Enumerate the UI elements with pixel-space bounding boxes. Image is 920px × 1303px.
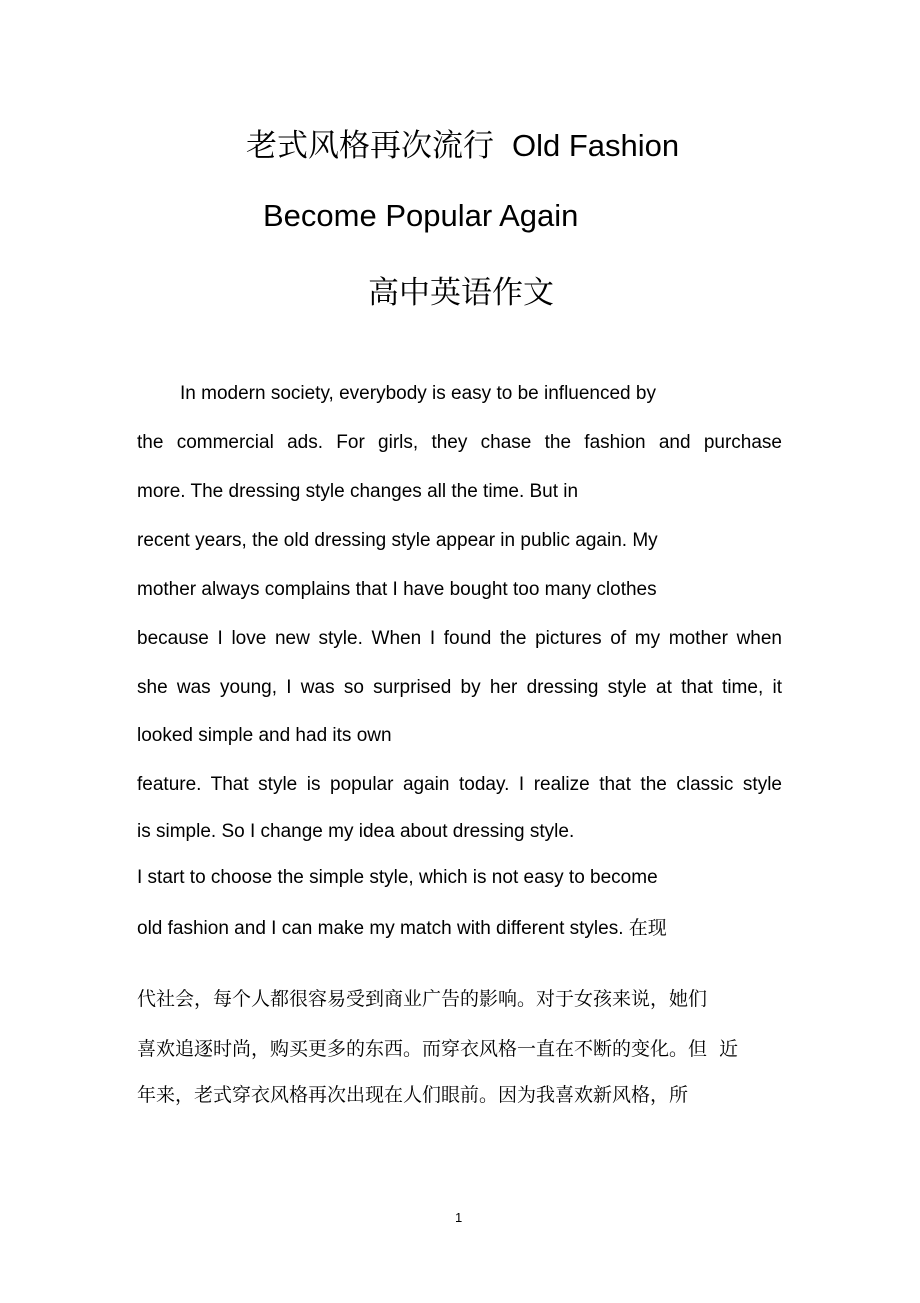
title-line-3: 高中英语作文 xyxy=(368,275,554,311)
translation-start: 在现 xyxy=(628,917,667,939)
translation-line-2: 喜欢追逐时尚，购买更多的东西。而穿衣风格一直在不断的变化。但 近 xyxy=(137,1038,739,1060)
essay-line-10: is simple. So I change my idea about dressing style. xyxy=(137,821,575,842)
essay-line-6: because I love new style. When I found the pictures of my mother when xyxy=(137,628,782,649)
essay-line-2: the commercial ads. For girls, they chase the fashion and purchase xyxy=(137,432,782,453)
essay-line-3: more. The dressing style changes all the time. But in xyxy=(137,481,579,502)
essay-line-11: I start to choose the simple style, which is not easy to become xyxy=(137,867,658,888)
title-english-part1: Old Fashion xyxy=(512,128,680,163)
essay-line-1: In modern society, everybody is easy to be influenced by xyxy=(180,383,656,404)
essay-line-7: she was young, I was so surprised by her dressing style at that time, it xyxy=(137,677,782,698)
essay-line-9: feature. That style is popular again today. I realize that the classic style xyxy=(137,774,782,795)
translation-line-3: 年来，老式穿衣风格再次出现在人们眼前。因为我喜欢新风格，所 xyxy=(137,1084,689,1106)
essay-line-12 xyxy=(137,916,667,941)
title-chinese: 老式风格再次流行 xyxy=(246,128,494,164)
essay-line-5: mother always complains that I have bought too many clothes xyxy=(137,579,657,600)
title-line-2: Become Popular Again xyxy=(263,198,579,233)
page-number: 1 xyxy=(455,1210,463,1225)
essay-line-8: looked simple and had its own xyxy=(137,725,392,746)
title-line-1 xyxy=(246,126,679,166)
essay-line-4: recent years, the old dressing style appear in public again. My xyxy=(137,530,658,551)
essay-line-12-text: old fashion and I can make my match with different styles. xyxy=(137,918,624,939)
translation-line-1: 代社会，每个人都很容易受到商业广告的影响。对于女孩来说，她们 xyxy=(137,988,708,1010)
